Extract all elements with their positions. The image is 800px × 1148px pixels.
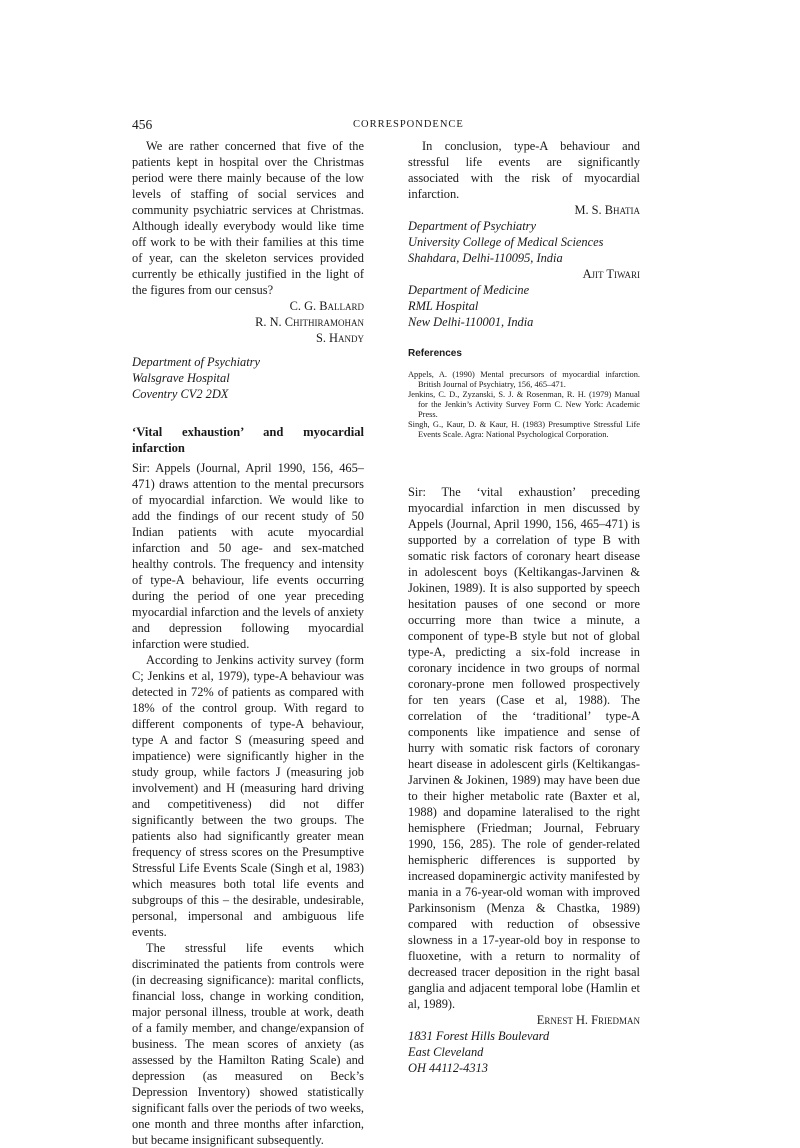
address-line: University College of Medical Sciences [408, 235, 604, 249]
address-line: OH 44112-4313 [408, 1061, 488, 1075]
signatory: R. N. Chithiramohan [255, 315, 364, 329]
address-line: Coventry CV2 2DX [132, 387, 229, 401]
address-line: Shahdara, Delhi-110095, India [408, 251, 563, 265]
address-line: RML Hospital [408, 299, 479, 313]
address-line: Department of Psychiatry [408, 219, 537, 233]
conclusion-paragraph: In conclusion, type-A behaviour and stressful life events are significantly associated with the risk of myocardial infarction. [408, 139, 640, 201]
letter-paragraph: The stressful life events which discriminated the patients from controls were (in decreasing significance): marital conflicts, financial loss, change in working condition, major personal illness, trouble at work, death of a family member, and change/expansion of business. The mean scores of anxiety (as assessed by the Hamilton Rating Scale) and depression (as measured on Beck’s Depression Inventory) showed statistically significant falls over the periods of two weeks, one month and three months after infarction, but became insignificant subsequently. [132, 941, 364, 1147]
intro-paragraph: We are rather concerned that five of the patients kept in hospital over the Christmas period were there mainly because of the low levels of staffing of social services and community psychiatric services at Christmas. Although ideally everybody would like time off work to be with their families at this time of year, can the skeleton services provided currently be ethically justified in the light of the figures from our census? [132, 139, 364, 297]
references-heading: References [408, 348, 462, 359]
signatory: C. G. Ballard [289, 299, 364, 313]
address-line: 1831 Forest Hills Boulevard [408, 1029, 550, 1043]
reference-entry: Appels, A. (1990) Mental precursors of myocardial infarction. British Journal of Psychiatry, 156, 465–471. [408, 370, 640, 389]
reference-entry: Singh, G., Kaur, D. & Kaur, H. (1983) Presumptive Stressful Life Events Scale. Agra: National Psychological Corporation. [408, 420, 640, 439]
running-head: CORRESPONDENCE [353, 119, 464, 130]
address-line: East Cleveland [408, 1045, 484, 1059]
article-title: ‘Vital exhaustion’ and myocardial infarction [132, 425, 364, 455]
right-column [408, 138, 640, 1076]
address-line: New Delhi-110001, India [408, 315, 534, 329]
address-line: Department of Psychiatry [132, 355, 261, 369]
left-column [132, 138, 364, 1148]
letter-paragraph: According to Jenkins activity survey (form C; Jenkins et al, 1979), type-A behaviour was detected in 72% of patients as compared with 18% of the control group. With regard to different components of type-A behaviour, type A and factor S (measuring speed and impatience) were significantly higher in the study group, while factors J (measuring job involvement) and H (measuring hard driving and competitiveness) did not differ significantly between the two groups. The patients also had significantly greater mean frequency of stress scores on the Presumptive Stressful Life Events Scale (Singh et al, 1983) which measures both total life events and subgroups of this – the desirable, undesirable, personal, impersonal and ambiguous life events. [132, 653, 364, 939]
letter-paragraph: Sir: The ‘vital exhaustion’ preceding myocardial infarction in men discussed by Appels (Journal, April 1990, 156, 465–471) is supported by a correlation of type B with somatic risk factors of coronary heart disease in adolescent boys (Keltikangas-Jarvinen & Jokinen, 1989). It is also supported by speech hesitation pauses of one second or more occurring more than twice a minute, a component of type-B style but not of global type-A, predicting a six-fold increase in coronary incidence in two groups of normal coronary-prone men followed prospectively for ten years (Case et al, 1988). The correlation of the ‘traditional’ type-A components like impatience and sense of hurry with somatic risk factors of coronary heart disease in adolescent girls (Keltikangas-Jarvinen & Jokinen, 1989) may have been due to their higher metabolic rate (Baxter et al, 1988) and dopamine lateralised to the right hemisphere (Friedman; Journal, February 1990, 156, 285). The role of gender-related hemispheric differences is supported by increased dopaminergic activity manifested by mania in a 76-year-old woman with improved Parkinsonism (Menza & Chastka, 1989) compared with reduction of obsessive slowness in a 17-year-old boy in response to fluoxetine, with a return to normality of decreased tracer deposition in the right basal ganglia and adjacent temporal lobe (Hamlin et al, 1989). [408, 485, 640, 1011]
address-line: Department of Medicine [408, 283, 530, 297]
reference-entry: Jenkins, C. D., Zyzanski, S. J. & Rosenman, R. H. (1979) Manual for the Jenkin’s Activity Survey Form C. New York: Academic Press. [408, 390, 640, 419]
signatory: Ernest H. Friedman [536, 1013, 640, 1027]
address-line: Walsgrave Hospital [132, 371, 230, 385]
signatory: M. S. Bhatia [574, 203, 640, 217]
signatory: Ajit Tiwari [582, 267, 640, 281]
page-number: 456 [132, 117, 153, 132]
signatory: S. Handy [315, 331, 364, 345]
letter-paragraph: Sir: Appels (Journal, April 1990, 156, 465–471) draws attention to the mental precursors of myocardial infarction. We would like to add the findings of our recent study of 50 Indian patients with acute myocardial infarction and 50 age- and sex-matched healthy controls. The frequency and intensity of type-A behaviour, life events occurring during the period of one year preceding myocardial infarction and the levels of anxiety and depression following myocardial infarction were studied. [132, 461, 364, 651]
